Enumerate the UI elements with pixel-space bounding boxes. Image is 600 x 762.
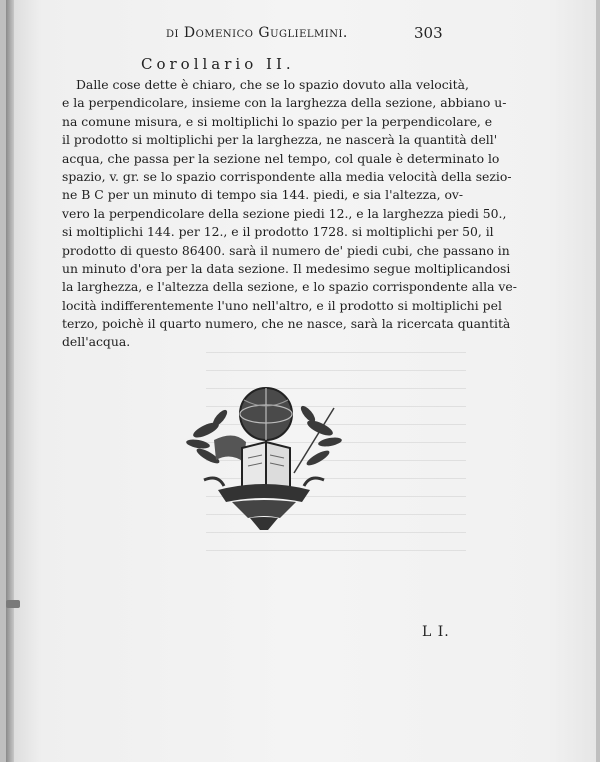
text-line: acqua, che passa per la sezione nel tempo, col quale è determinato lo <box>62 150 500 166</box>
catchword: L I. <box>422 624 450 640</box>
text-line: terzo, poichè il quarto numero, che ne nasce, sarà la ricercata quantità <box>62 316 511 332</box>
body-text <box>62 76 517 352</box>
vignette-ornament-icon <box>184 378 344 534</box>
text-line: locità indifferentemente l'uno nell'altro, e il prodotto si moltiplichi pel <box>62 297 502 313</box>
text-line: vero la perpendicolare della sezione piedi 12., e la larghezza piedi 50., <box>62 205 507 221</box>
section-title: Corollario II. <box>141 55 295 73</box>
text-line: prodotto di questo 86400. sarà il numero de' piedi cubi, che passano in <box>62 242 510 258</box>
page-edge-tab <box>6 600 20 608</box>
text-line: il prodotto si moltiplichi per la larghezza, ne nascerà la quantità dell' <box>62 132 498 148</box>
text-line: na comune misura, e si moltiplichi lo spazio per la perpendicolare, e <box>62 113 493 129</box>
text-line: dell'acqua. <box>62 334 131 350</box>
text-line: Dalle cose dette è chiaro, che se lo spazio dovuto alla velocità, <box>76 77 469 92</box>
page-number: 303 <box>414 24 443 42</box>
text-line: e la perpendicolare, insieme con la larghezza della sezione, abbiano u- <box>62 95 507 111</box>
page-spine-shadow <box>6 0 14 762</box>
text-line: spazio, v. gr. se lo spazio corrispondente alla media velocità della sezio- <box>62 168 512 184</box>
text-line: ne B C per un minuto di tempo sia 144. piedi, e sia l'altezza, ov- <box>62 187 464 203</box>
text-line: la larghezza, e l'altezza della sezione, e lo spazio corrispondente alla ve- <box>62 279 517 295</box>
text-line: un minuto d'ora per la data sezione. Il medesimo segue moltiplicandosi <box>62 260 511 276</box>
running-title: di Domenico Guglielmini. <box>166 25 348 41</box>
book-page <box>6 0 596 762</box>
text-line: si moltiplichi 144. per 12., e il prodotto 1728. si moltiplichi per 50, il <box>62 224 494 240</box>
